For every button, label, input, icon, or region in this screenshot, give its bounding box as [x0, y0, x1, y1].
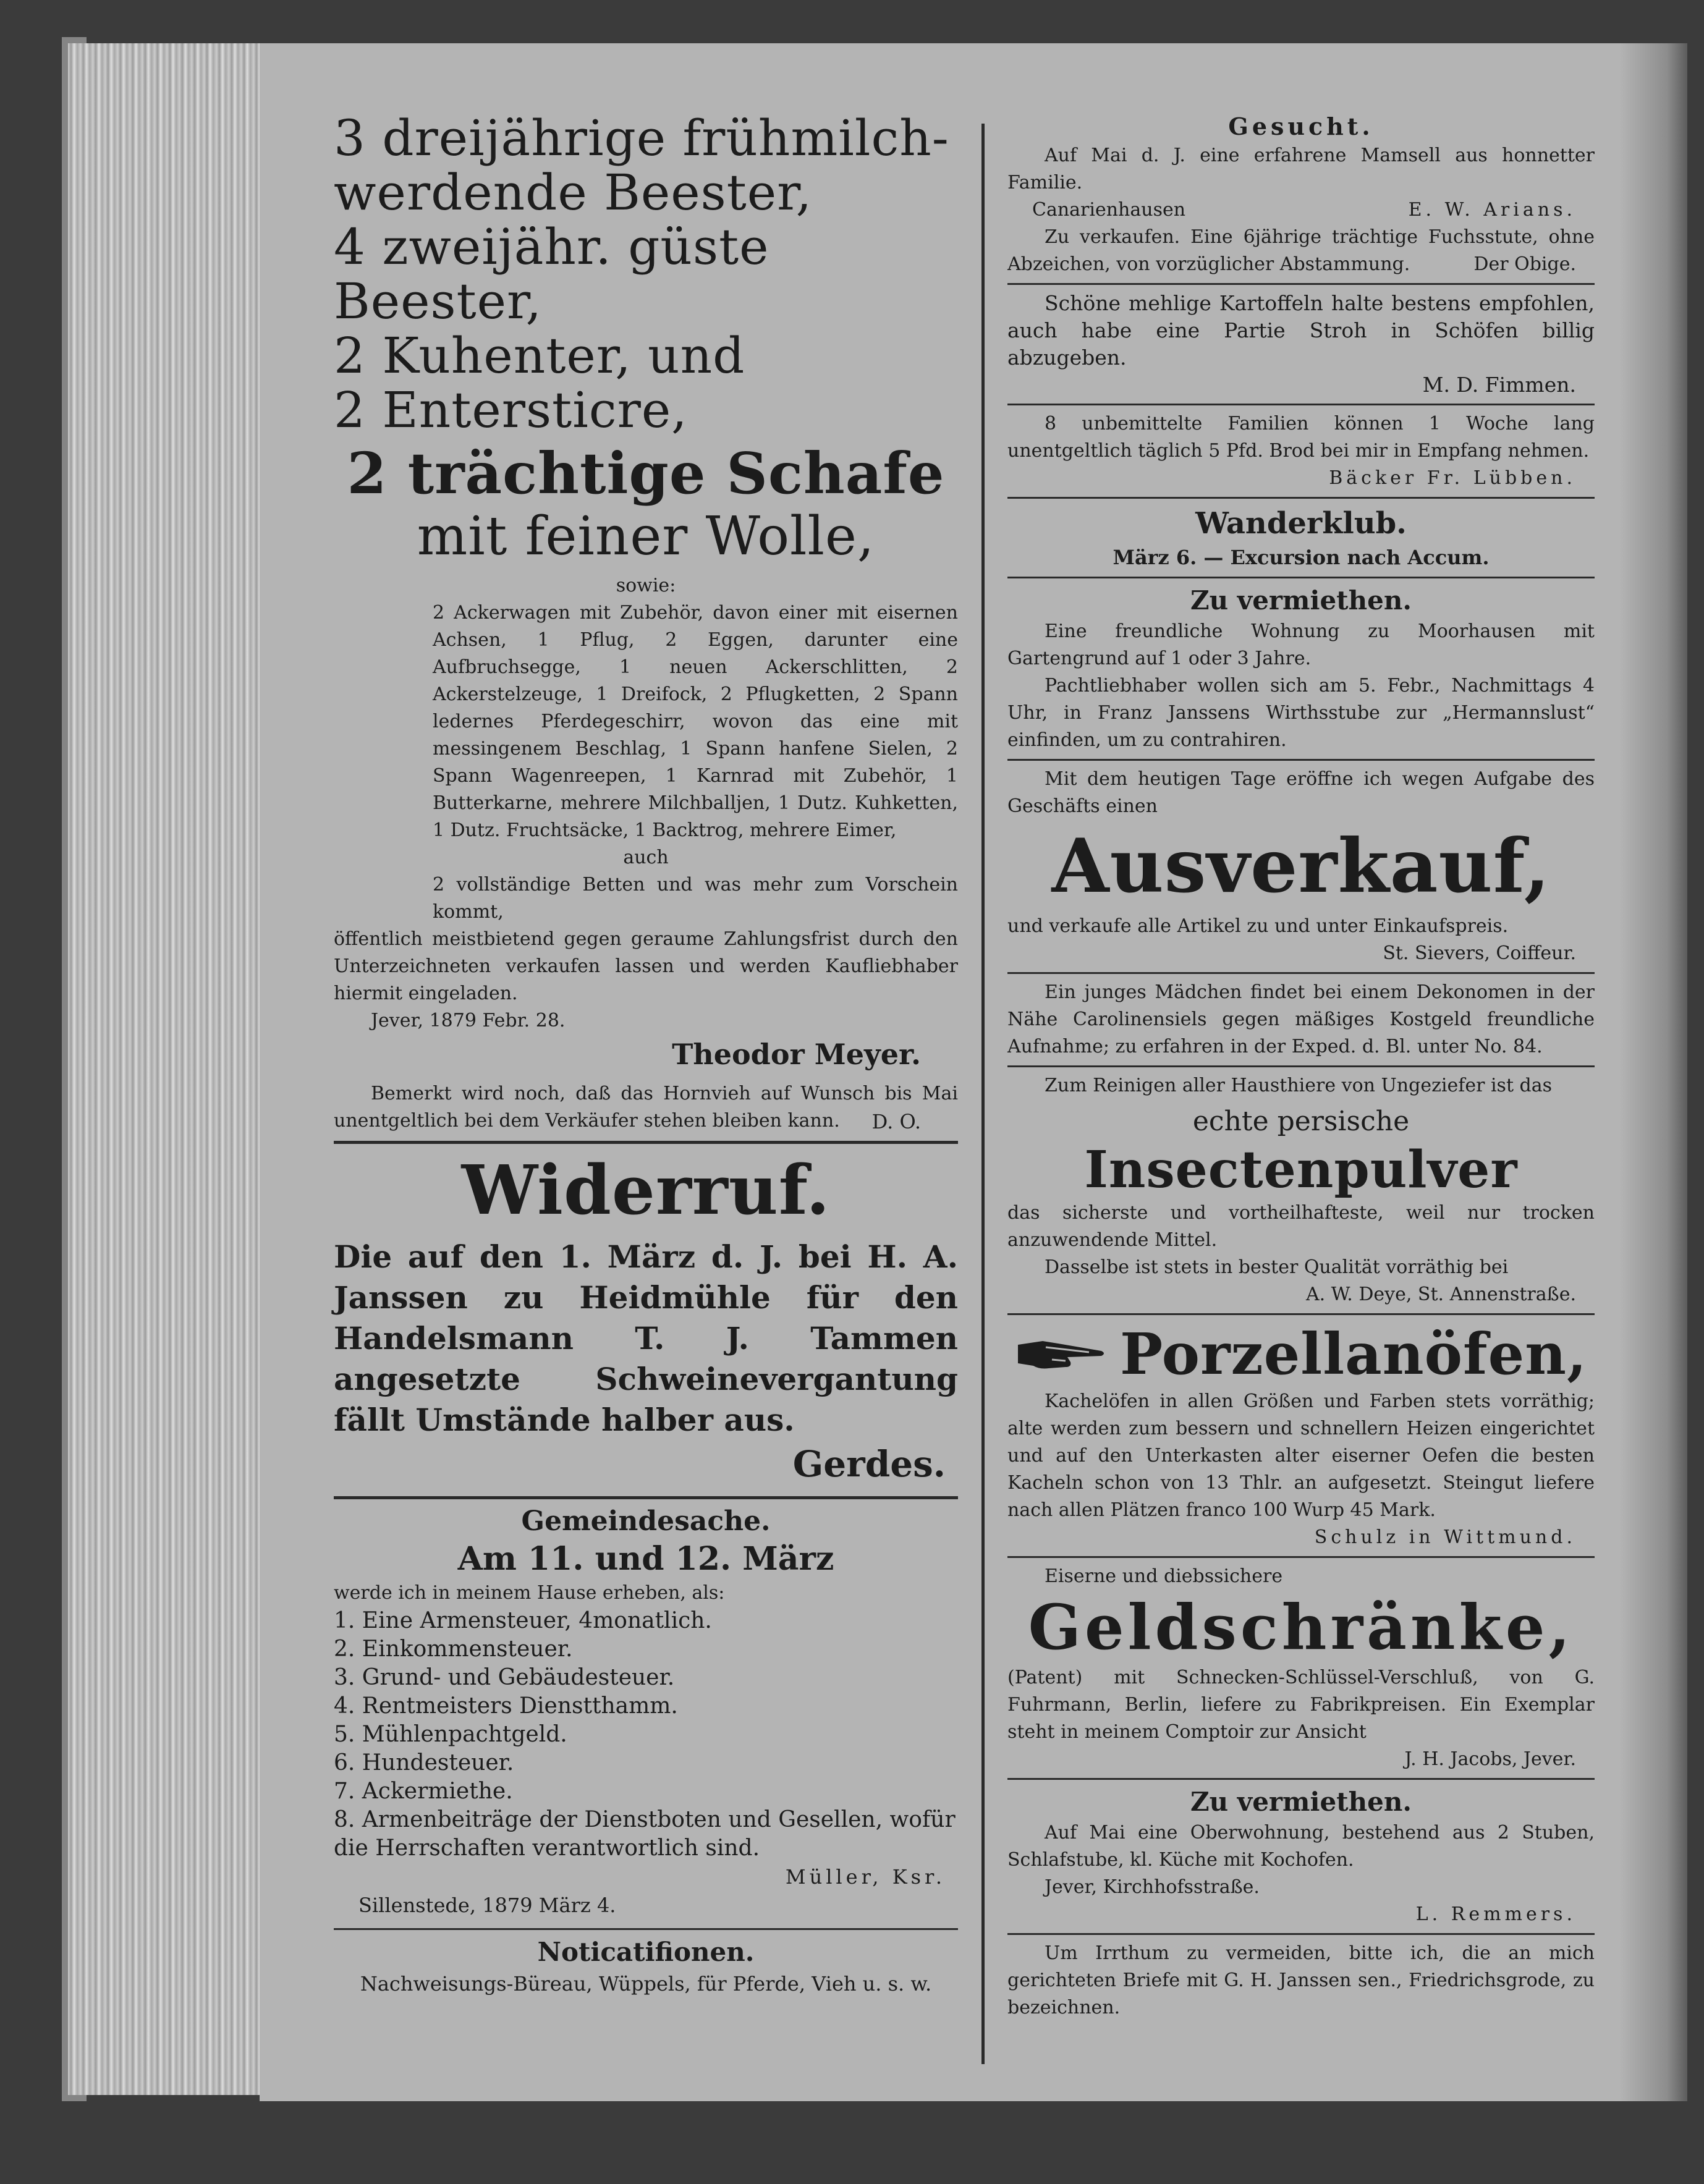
auction-items: 2 Ackerwagen mit Zubehör, davon einer mit eisernen Achsen, 1 Pflug, 2 Eggen, darunter eine Aufbruchsegge, 1 neuen Ackerschlitten, 2 Ackerstelzeuge, 1 Dreifock, 2 Pflugketten, 2 Spann ledernes Pferdegeschirr, wovon das eine mit messingenem Beschlag, 1 Spann hanfene Sielen, 2 Spann Wagenreepen, 1 Karnrad mit Zubehör, 1 Butterkarne, mehrere Milchballjen, 1 Dutz. Kuhketten, 1 Dutz. Fruchtsäcke, 1 Backtrog, mehrere Eimer, [433, 602, 958, 841]
ausverkauf-title: Ausverkauf, [1051, 823, 1551, 910]
verkaufen-ad [1007, 224, 1595, 278]
gesucht-text: Auf Mai d. J. eine erfahrene Mamsell aus honnetter Familie. [1007, 145, 1595, 193]
ausverkauf-ad [1007, 766, 1595, 967]
auch-label: auch [623, 847, 669, 868]
auction-signature: Theodor Meyer. [672, 1038, 921, 1071]
porzellan-text: Kachelöfen in allen Größen und Farben stets vorräthig; alte werden zum bessern und schnellern Heizen eingerichtet und auf den Unterkasten alter eiserner Oefen die besten Kacheln schon von 13 Thlr. an aufgesetzt. Steingut liefere nach allen Plätzen franco 100 Wurp 45 Mark. [1007, 1390, 1595, 1521]
left-column [334, 111, 958, 1998]
porzellan-title: Porzellanöfen, [1119, 1321, 1588, 1387]
livestock-line-4: 2 Kuhenter, und [334, 327, 745, 384]
insecten-text2: Dasselbe ist stets in bester Qualität vorräthig bei [1045, 1256, 1509, 1278]
wanderklub-ad [1007, 504, 1595, 572]
vermiethen1-title: Zu vermiethen. [1190, 585, 1412, 616]
kartoffeln-signature: M. D. Fimmen. [1422, 373, 1576, 397]
porzellan-ad [1007, 1320, 1595, 1551]
insecten-sub: echte persische [1192, 1106, 1410, 1137]
notices-text: Nachweisungs-Büreau, Wüppels, für Pferde, Vieh u. s. w. [360, 1972, 932, 1996]
rule-r4 [1007, 577, 1595, 578]
geldschraenke-intro: Eiserne und diebssichere [1045, 1565, 1283, 1587]
tax-item: 1. Eine Armensteuer, 4monatlich. [334, 1608, 712, 1633]
gemeinde-place-date: Sillenstede, 1879 März 4. [358, 1894, 616, 1917]
rule-r8 [1007, 1313, 1595, 1315]
livestock-line-3: 4 zweijähr. güste Beester, [334, 218, 769, 330]
gesucht-title: Gesucht. [1228, 112, 1374, 140]
widerruf-ad [334, 1150, 958, 1488]
wanderklub-title: Wanderklub. [1195, 506, 1407, 541]
porzellan-signature: Schulz in Wittmund. [1314, 1526, 1576, 1548]
rule-r11 [1007, 1933, 1595, 1935]
brod-signature: Bäcker Fr. Lübben. [1329, 467, 1576, 489]
auction-ad [334, 111, 958, 1136]
tax-item: 5. Mühlenpachtgeld. [334, 1722, 567, 1747]
sheep-subheading: mit feiner Wolle, [417, 506, 875, 567]
maedchen-text: Ein junges Mädchen findet bei einem Dekonomen in der Nähe Carolinensiels gegen mäßiges Kostgeld freundliche Aufnahme; zu erfahren in der Exped. d. Bl. unter No. 84. [1007, 981, 1595, 1057]
notices-title: Noticatifionen. [537, 1937, 755, 1967]
gesucht-ad [1007, 111, 1595, 224]
vermiethen2-text: Auf Mai eine Oberwohnung, bestehend aus 2 Stuben, Schlafstube, kl. Küche mit Kochofen. [1007, 1822, 1595, 1871]
insecten-title: Insectenpulver [1084, 1140, 1518, 1200]
gesucht-footer [1007, 197, 1595, 224]
notices-ad [334, 1935, 958, 1998]
vermiethen2-ad [1007, 1785, 1595, 1928]
tax-item: 4. Rentmeisters Dienstthamm. [334, 1693, 678, 1719]
irrthum-ad [1007, 1940, 1595, 2021]
gemeinde-dates: Am 11. und 12. März [457, 1540, 834, 1578]
tax-item: 6. Hundesteuer. [334, 1750, 514, 1776]
column-divider [981, 124, 985, 2064]
vermiethen2-title: Zu vermiethen. [1190, 1787, 1412, 1817]
insecten-text1: das sicherste und vortheilhafteste, weil nur trocken anzuwendende Mittel. [1007, 1202, 1595, 1251]
insecten-ad [1007, 1072, 1595, 1308]
vermiethen2-signature: L. Remmers. [1415, 1903, 1576, 1925]
vermiethen1-ad [1007, 583, 1595, 754]
gemeinde-intro: werde ich in meinem Hause erheben, als: [334, 1582, 725, 1604]
geldschraenke-text: (Patent) mit Schnecken-Schlüssel-Verschluß, von G. Fuhrmann, Berlin, liefere zu Fabrikpreisen. Ein Exemplar steht in meinem Comptoir zur Ansicht [1007, 1667, 1595, 1743]
auction-note-signature: D. O. [871, 1110, 921, 1133]
rule-r1 [1007, 283, 1595, 285]
rule-r6 [1007, 972, 1595, 974]
pointing-hand-icon [1015, 1332, 1108, 1376]
irrthum-text: Um Irrthum zu vermeiden, bitte ich, die an mich gerichteten Briefe mit G. H. Janssen sen., Friedrichsgrode, zu bezeichnen. [1007, 1942, 1595, 2018]
kartoffeln-ad [1007, 290, 1595, 399]
geldschraenke-signature: J. H. Jacobs, Jever. [1404, 1748, 1576, 1770]
rule-r2 [1007, 404, 1595, 405]
ausverkauf-signature: St. Sievers, Coiffeur. [1383, 942, 1576, 964]
maedchen-ad [1007, 979, 1595, 1060]
vermiethen1-text1: Eine freundliche Wohnung zu Moorhausen mit Gartengrund auf 1 oder 3 Jahre. [1007, 620, 1595, 669]
rule-r3 [1007, 497, 1595, 499]
livestock-line-2: werdende Beester, [334, 164, 813, 221]
verkaufen-signature: Der Obige. [1473, 253, 1576, 275]
wanderklub-text: März 6. — Excursion nach Accum. [1113, 546, 1490, 569]
tax-item: 2. Einkommensteuer. [334, 1636, 573, 1662]
rule-3 [334, 1928, 958, 1930]
gemeinde-signature: Müller, Ksr. [785, 1865, 946, 1889]
insecten-intro: Zum Reinigen aller Hausthiere von Ungeziefer ist das [1045, 1075, 1553, 1096]
gesucht-place: Canarienhausen [1032, 199, 1186, 221]
auction-note: Bemerkt wird noch, daß das Hornvieh auf Wunsch bis Mai unentgeltlich bei dem Verkäufer stehen bleiben kann. [334, 1083, 958, 1132]
public-sale-text: öffentlich meistbietend gegen geraume Zahlungsfrist durch den Unterzeichneten verkaufen lassen und werden Kaufliebhaber hiermit eingeladen. [334, 928, 958, 1004]
rule-r5 [1007, 759, 1595, 761]
gemeinde-title: Gemeindesache. [521, 1505, 771, 1537]
right-column [1007, 111, 1595, 2021]
tax-item: 8. Armenbeiträge der Dienstboten und Gesellen, wofür die Herrschaften verantwortlich sind. [334, 1807, 956, 1861]
geldschraenke-ad [1007, 1563, 1595, 1773]
insecten-signature: A. W. Deye, St. Annenstraße. [1305, 1284, 1576, 1305]
beds-text: 2 vollständige Betten und was mehr zum Vorschein kommt, [433, 874, 958, 923]
rule-r9 [1007, 1556, 1595, 1558]
ausverkauf-text: und verkaufe alle Artikel zu und unter Einkaufspreis. [1007, 915, 1509, 937]
gesucht-signature: E. W. Arians. [1408, 199, 1576, 221]
rule-r10 [1007, 1778, 1595, 1780]
brod-text: 8 unbemittelte Familien können 1 Woche lang unentgeltlich täglich 5 Pfd. Brod bei mir in Empfang nehmen. [1007, 413, 1595, 462]
tax-list [334, 1607, 958, 1863]
vermiethen2-place: Jever, Kirchhofsstraße. [1045, 1876, 1260, 1898]
ausverkauf-intro: Mit dem heutigen Tage eröffne ich wegen Aufgabe des Geschäfts einen [1007, 768, 1595, 817]
verkaufen-text: Zu verkaufen. Eine 6jährige trächtige Fuchsstute, ohne Abzeichen, von vorzüglicher Abstammung. [1007, 226, 1595, 275]
page-edges [68, 43, 266, 2095]
livestock-line-1: 3 dreijährige frühmilch- [334, 109, 949, 167]
binding-gutter [1619, 43, 1687, 2101]
porzellan-header [1007, 1320, 1595, 1388]
gemeinde-ad [334, 1504, 958, 1919]
rule-1 [334, 1141, 958, 1144]
widerruf-text: Die auf den 1. März d. J. bei H. A. Janssen zu Heidmühle für den Handelsmann T. J. Tammen angesetzte Schweinevergantung fällt Umstände halber aus. [334, 1238, 958, 1438]
sheep-heading: 2 trächtige Schafe [347, 440, 945, 507]
vermiethen1-text2: Pachtliebhaber wollen sich am 5. Febr., Nachmittags 4 Uhr, in Franz Janssens Wirthsstube zur „Hermannslust“ einfinden, um zu contrahiren. [1007, 675, 1595, 751]
kartoffeln-text: Schöne mehlige Kartoffeln halte bestens empfohlen, auch habe eine Partie Stroh in Schöfen billig abzugeben. [1007, 291, 1595, 370]
geldschraenke-title: Geldschränke, [1028, 1591, 1574, 1664]
widerruf-signature: Gerdes. [792, 1443, 946, 1485]
widerruf-title: Widerruf. [461, 1150, 831, 1230]
sowie-label: sowie: [616, 575, 676, 596]
rule-2 [334, 1496, 958, 1499]
brod-ad [1007, 410, 1595, 492]
tax-item: 3. Grund- und Gebäudesteuer. [334, 1665, 675, 1690]
auction-date: Jever, 1879 Febr. 28. [371, 1010, 566, 1031]
livestock-line-5: 2 Entersticre, [334, 381, 688, 439]
tax-item: 7. Ackermiethe. [334, 1779, 513, 1804]
rule-r7 [1007, 1065, 1595, 1067]
